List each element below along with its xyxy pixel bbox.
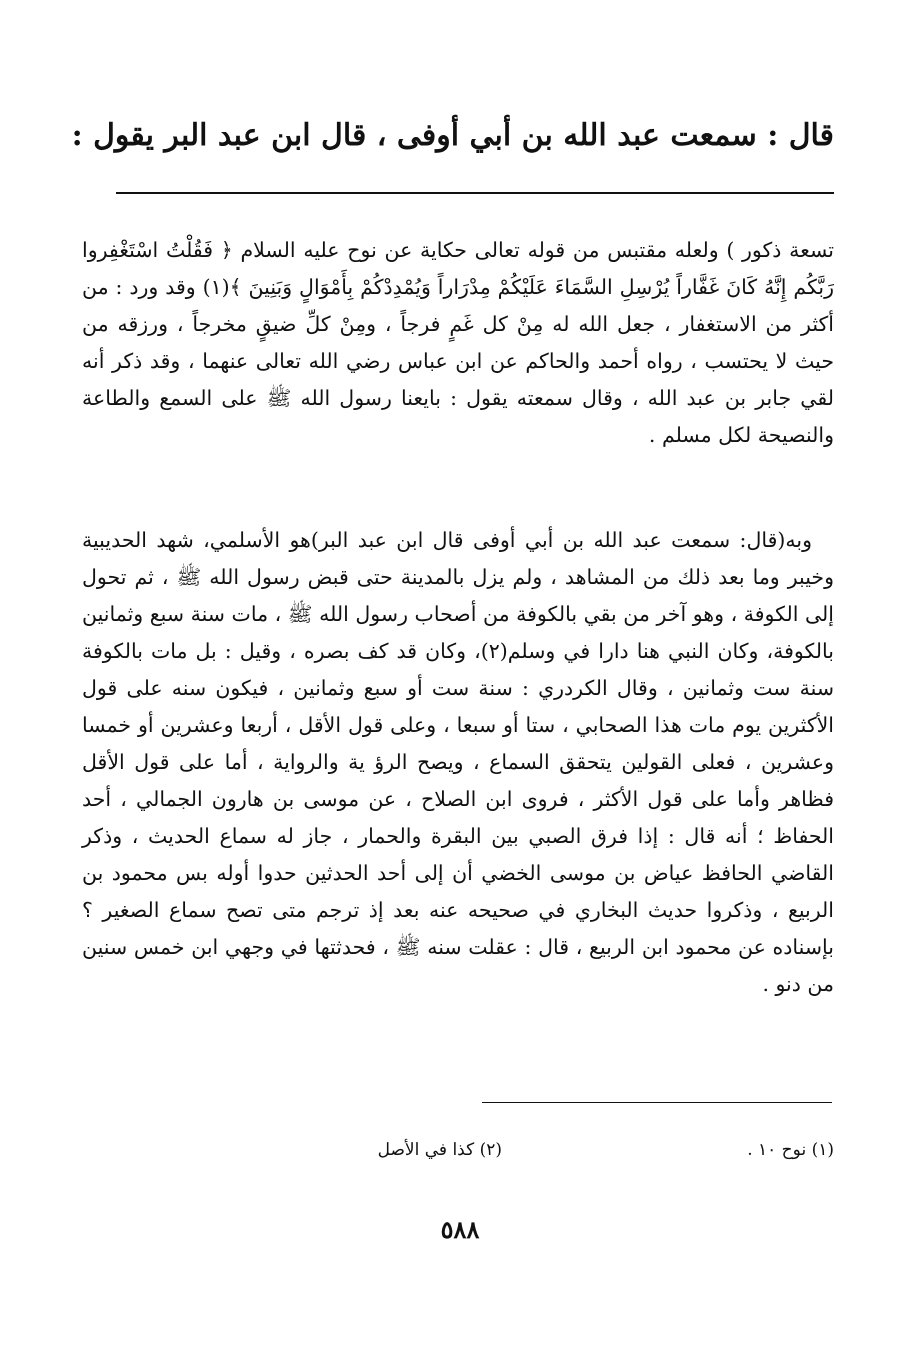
page-number: ٥٨٨ <box>440 1215 480 1244</box>
page-header: قال : سمعت عبد الله بن أبي أوفى ، قال ابن عبد البر يقول : <box>71 118 834 153</box>
body-section-2 <box>82 522 834 1003</box>
body-section-1 <box>82 232 834 454</box>
footnotes <box>82 1132 834 1172</box>
header-divider <box>116 192 834 194</box>
footnote-1: (١) نوح ١٠ . <box>747 1140 834 1160</box>
body-paragraph-2: وبه(قال: سمعت عبد الله بن أبي أوفى قال ابن عبد البر)هو الأسلمي، شهد الحديبية وخيبر وما بعد ذلك من المشاهد ، ولم يزل بالمدينة حتى قبض رسول الله ﷺ ، ثم تحول إلى الكوفة ، وهو آخر من بقي بالكوفة من أصحاب رسول الله ﷺ ، مات سنة سبع وثمانين بالكوفة، وكان النبي هنا دارا في وسلم(٢)، وكان قد كف بصره ، وقيل : بل مات بالكوفة سنة ست وثمانين ، وقال الكردري : سنة ست أو سبع وثمانين ، فيكون سنه على قول الأكثرين يوم مات هذا الصحابي ، ستا أو سبعا ، وعلى قول الأقل ، أربعا وعشرين أو خمسا وعشرين ، فعلى القولين يتحقق السماع ، ويصح الرؤ ية والرواية ، أما على قول الأقل فظاهر وأما على قول الأكثر ، فروى ابن الصلاح ، عن موسى بن هارون الجمالي ، أحد الحفاظ ؛ أنه قال : إذا فرق الصبي بين البقرة والحمار ، جاز له سماع الحديث ، وذكر القاضي الحافظ عياض بن موسى الخضي أن إلى أحد الحدثين حدوا أوله بس محمود بن الربيع ، وذكروا حديث البخاري في صحيحه عنه بعد إذ ترجم متى تصح سماع الصغير ؟ بإسناده عن محمود ابن الربيع ، قال : عقلت سنه ﷺ ، فحدثتها في وجهي ابن خمس سنين من دنو . <box>82 528 835 996</box>
footnote-2: (٢) كذا في الأصل <box>377 1140 502 1160</box>
footnote-divider <box>482 1102 832 1103</box>
body-paragraph-1: تسعة ذكور ) ولعله مقتبس من قوله تعالى حكاية عن نوح عليه السلام ﴿ فَقُلْتُ اسْتَغْفِروا رَبَّكُم إِنَّهُ كَانَ غَفَّاراً يُرْسِلِ السَّمَاءَ عَلَيْكُمْ مِدْرَاراً وَيُمْدِدْكُمْ بِأَمْوَالٍ وَبَنِينَ ﴾(١) وقد ورد : من أكثر من الاستغفار ، جعل الله له مِنْ كل غَمٍ فرجاً ، ومِنْ كلِّ ضيقٍ مخرجاً ، ورزقه من حيث لا يحتسب ، رواه أحمد والحاكم عن ابن عباس رضي الله تعالى عنهما ، وقد ذكر أنه لقي جابر بن عبد الله ، وقال سمعته يقول : بايعنا رسول الله ﷺ على السمع والطاعة والنصيحة لكل مسلم . <box>82 238 834 447</box>
